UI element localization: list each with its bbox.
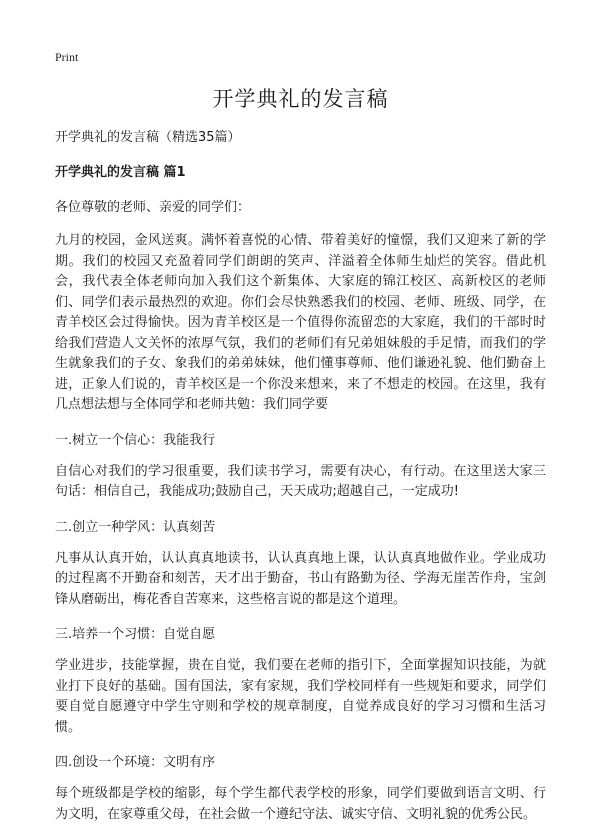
- item-body-4: 每个班级都是学校的缩影，每个学生都代表学校的形象，同学们要做到语言文明、行为文明，在家尊重父母，在社会做一个遵纪守法、诚实守信、文明礼貌的优秀公民。: [55, 786, 546, 822]
- document-subtitle: 开学典礼的发言稿（精选35篇）: [55, 130, 241, 145]
- item-heading-3: 三.培养一个习惯：自觉自愿: [55, 627, 216, 642]
- item-body-3: 学业进步，技能掌握，贵在自觉，我们要在老师的指引下，全面掌握知识技能，为就业打下良好的基础。国有国法，家有家规，我们学校同样有一些规矩和要求，同学们要自觉自愿遵守中学生守则和学校的规章制度，自觉养成良好的学习习惯和生活习惯。: [55, 658, 546, 735]
- item-heading-2: 二.创立一种学风：认真刻苦: [55, 519, 216, 535]
- page-title: 开学典礼的发言稿: [212, 87, 389, 111]
- item-body-1: 自信心对我们的学习很重要，我们读书学习，需要有决心，有行动。在这里送大家三句话：相信自己，我能成功;鼓励自己，天天成功;超越自己，一定成功!: [55, 463, 546, 499]
- item-body-2: 凡事从认真开始，认认真真地读书，认认真真地上课，认认真真地做作业。学业成功的过程离不开勤奋和刻苦，天才出于勤奋，书山有路勤为径、学海无崖苦作舟，宝剑锋从磨砺出，梅花香自苦寒来，这些格言说的都是这个道理。: [55, 550, 546, 607]
- print-link[interactable]: Print: [55, 50, 79, 64]
- section-title: 开学典礼的发言稿 篇1: [55, 165, 186, 180]
- intro-paragraph: 九月的校园，金风送爽。满怀着喜悦的心情、带着美好的憧憬，我们又迎来了新的学期。我们的校园又充盈着同学们朗朗的笑声、洋溢着全体师生灿烂的笑容。借此机会，我代表全体老师向加入我们这个新集体、大家庭的锦江校区、高新校区的老师们、同学们表示最热烈的欢迎。你们会尽快熟悉我们的校园、老师、班级、同学，在青羊校区会过得愉快。因为青羊校区是一个值得你流留恋的大家庭，我们的干部时时给我们营造人文关怀的浓厚气氛，我们的老师们有兄弟姐妹般的手足情，而我们的学生就象我们的子女、象我们的弟弟妹妹，他们懂事尊师、他们谦逊礼貌、他们勤奋上进，正象人们说的，青羊校区是一个你没来想来，来了不想走的校园。在这里，我有几点想法想与全体同学和老师共勉：我们同学要: [55, 233, 546, 412]
- item-heading-1: 一.树立一个信心：我能我行: [55, 432, 216, 448]
- item-heading-4: 四.创设一个环境：文明有序: [55, 755, 216, 770]
- greeting: 各位尊敬的老师、亲爱的同学们：: [55, 200, 251, 215]
